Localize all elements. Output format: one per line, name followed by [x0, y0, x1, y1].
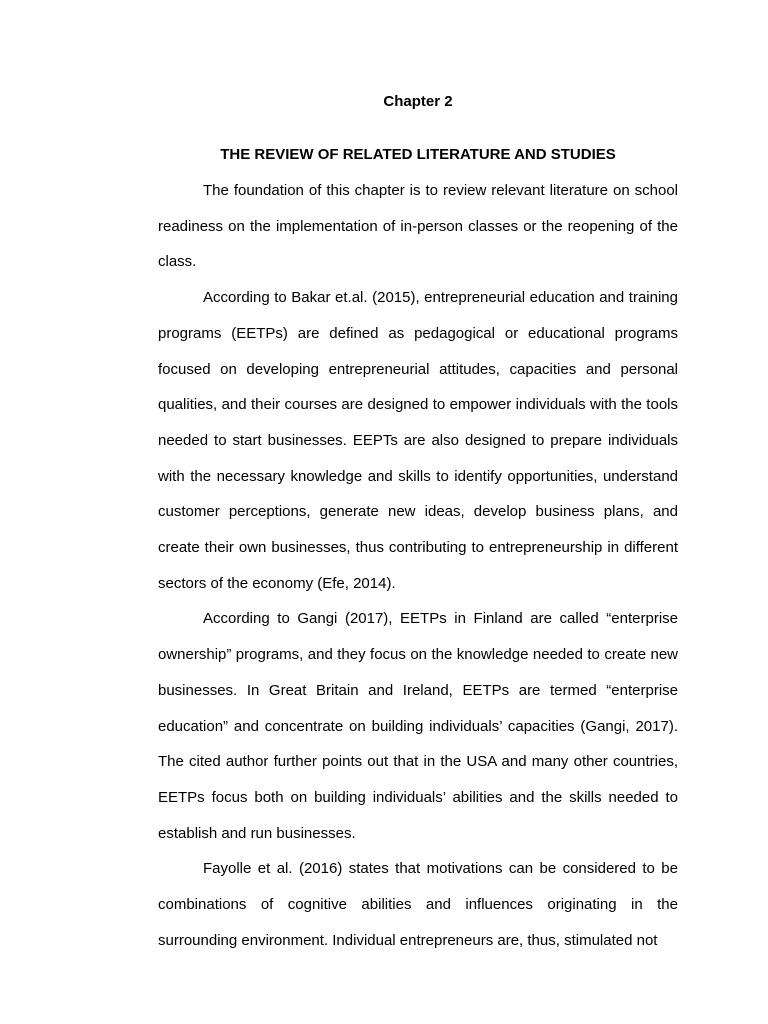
paragraph-fayolle-motivations: Fayolle et al. (2016) states that motivations can be considered to be combinations of cognitive abilities and influences originating in the surrounding environment. Individual entrepreneurs are, thus, stimulated not — [158, 860, 678, 949]
section-heading: THE REVIEW OF RELATED LITERATURE AND STUDIES — [220, 146, 616, 163]
paragraph-introduction: The foundation of this chapter is to review relevant literature on school readiness on the implementation of in-person classes or the reopening of the class. — [158, 182, 678, 271]
paragraph-bakar-eetps: According to Bakar et.al. (2015), entrepreneurial education and training programs (EETPs) are defined as pedagogical or educational programs focused on developing entrepreneurial attitudes, capacities and personal qualities, and their courses are designed to empower individuals with the tools needed to start businesses. EEPTs are also designed to prepare individuals with the necessary knowledge and skills to identify opportunities, understand customer perceptions, generate new ideas, develop business plans, and create their own businesses, thus contributing to entrepreneurship in different sectors of the economy (Efe, 2014). — [158, 289, 678, 592]
chapter-title: Chapter 2 — [383, 93, 453, 110]
paragraph-gangi-eetps: According to Gangi (2017), EETPs in Finland are called “enterprise ownership” programs, and they focus on the knowledge needed to create new businesses. In Great Britain and Ireland, EETPs are termed “enterprise education” and concentrate on building individuals’ capacities (Gangi, 2017). The cited author further points out that in the USA and many other countries, EETPs focus both on building individuals’ abilities and the skills needed to establish and run businesses. — [158, 610, 678, 842]
body-text — [158, 173, 678, 958]
